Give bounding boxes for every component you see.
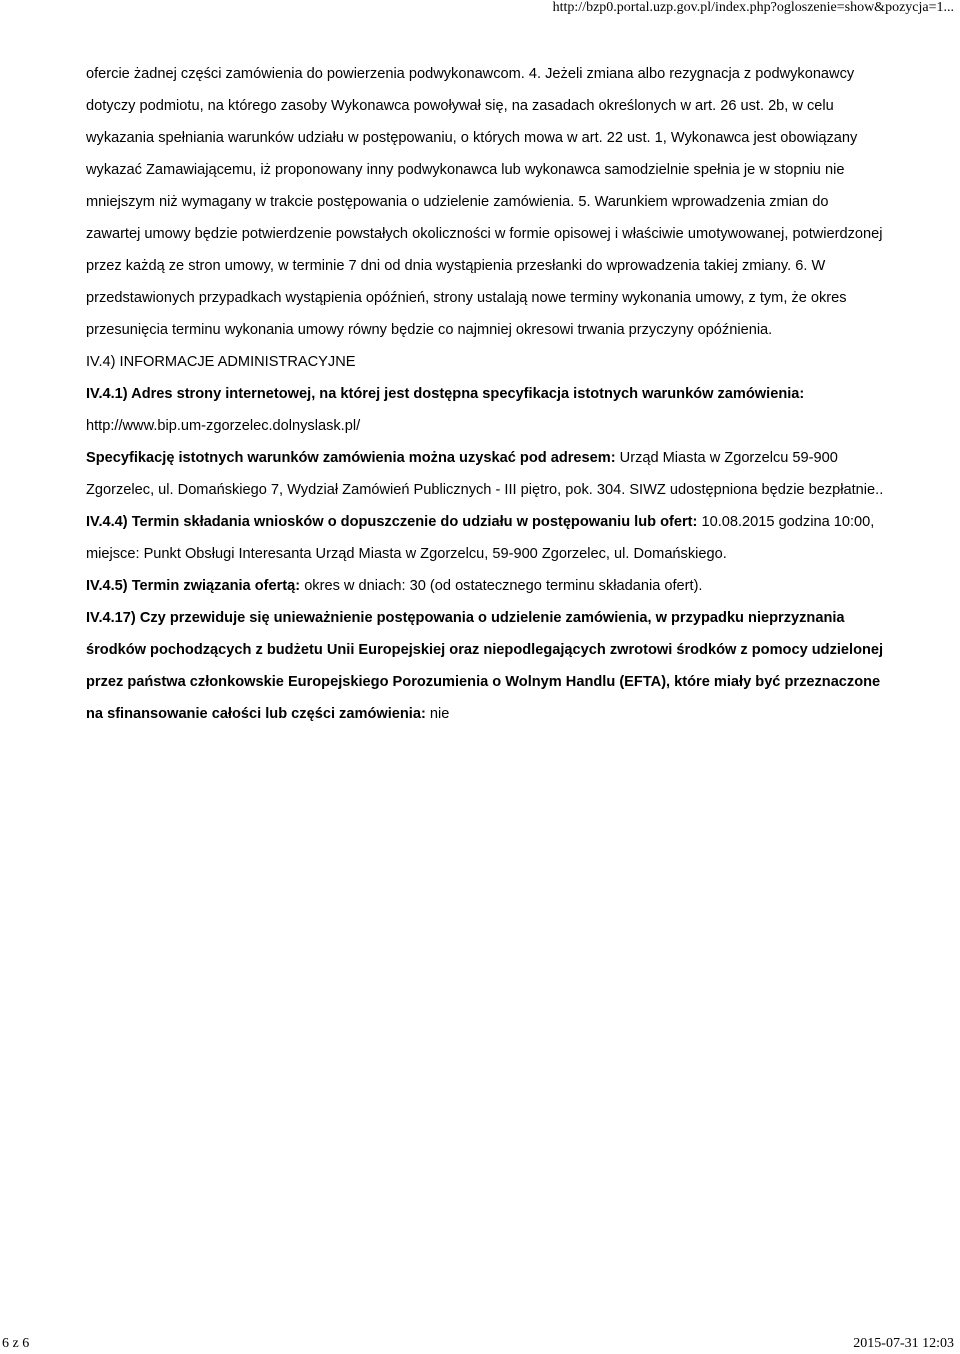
field-spec-address: [86, 442, 886, 506]
header-url: http://bzp0.portal.uzp.gov.pl/index.php?ogloszenie=show&pozycja=1...: [552, 0, 954, 15]
paragraph-contract-changes: ofercie żadnej części zamówienia do powierzenia podwykonawcom. 4. Jeżeli zmiana albo rezygnacja z podwykonawcy dotyczy podmiotu, na którego zasoby Wykonawca powoływał się, na zasadach określonych w art. 26 ust. 2b, w celu wykazania spełniania warunków udziału w postępowaniu, o których mowa w art. 22 ust. 1, Wykonawca jest obowiązany wykazać Zamawiającemu, iż proponowany inny podwykonawca lub wykonawca samodzielnie spełnia je w stopniu nie mniejszym niż wymagany w trakcie postępowania o udzielenie zamówienia. 5. Warunkiem wprowadzenia zmian do zawartej umowy będzie potwierdzenie powstałych okoliczności w formie opisowej i właściwie umotywowanej, potwierdzonej przez każdą ze stron umowy, w terminie 7 dni od dnia wystąpienia przesłanki do wprowadzenia takiej zmiany. 6. W przedstawionych przypadkach wystąpienia opóźnień, strony ustalają nowe terminy wykonania umowy, z tym, że okres przesunięcia terminu wykonania umowy równy będzie co najmniej okresowi trwania przyczyny opóźnienia.: [86, 66, 883, 338]
field-spec-website: [86, 378, 886, 442]
field-binding-period: [86, 570, 886, 602]
print-datetime: 2015-07-31 12:03: [853, 1336, 954, 1351]
field-eu-funding-cancellation: [86, 602, 886, 730]
field-label: IV.4.5) Termin związania ofertą:: [86, 578, 301, 594]
field-label: IV.4.1) Adres strony internetowej, na której jest dostępna specyfikacja istotnych warunków zamówienia:: [86, 386, 805, 402]
field-label: IV.4.4) Termin składania wniosków o dopuszczenie do udziału w postępowaniu lub ofert:: [86, 514, 698, 530]
field-value: 10.08.2015 godzina 10:00, miejsce: Punkt Obsługi Interesanta Urząd Miasta w Zgorzelcu, 59-900 Zgorzelec, ul. Domańskiego.: [86, 514, 875, 562]
field-submission-deadline: [86, 506, 886, 570]
page-number: 6 z 6: [2, 1336, 30, 1351]
document-body: [86, 58, 886, 730]
field-label: IV.4.17) Czy przewiduje się unieważnienie postępowania o udzielenie zamówienia, w przypadku nieprzyznania środków pochodzących z budżetu Unii Europejskiej oraz niepodlegających zwrotowi środków z pomocy udzielonej przez państwa członkowskie Europejskiego Porozumienia o Wolnym Handlu (EFTA), które miały być przeznaczone na sfinansowanie całości lub części zamówienia:: [86, 610, 884, 722]
section-heading: IV.4) INFORMACJE ADMINISTRACYJNE: [86, 354, 356, 370]
spec-website-link[interactable]: http://www.bip.um-zgorzelec.dolnyslask.pl/: [86, 418, 361, 434]
field-value: nie: [429, 706, 450, 722]
field-label: Specyfikację istotnych warunków zamówienia można uzyskać pod adresem:: [86, 450, 616, 466]
field-value: okres w dniach: 30 (od ostatecznego terminu składania ofert).: [304, 578, 703, 594]
field-value: Urząd Miasta w Zgorzelcu 59-900 Zgorzelec, ul. Domańskiego 7, Wydział Zamówień Publicznych - III piętro, pok. 304. SIWZ udostępniona będzie bezpłatnie..: [86, 450, 884, 498]
